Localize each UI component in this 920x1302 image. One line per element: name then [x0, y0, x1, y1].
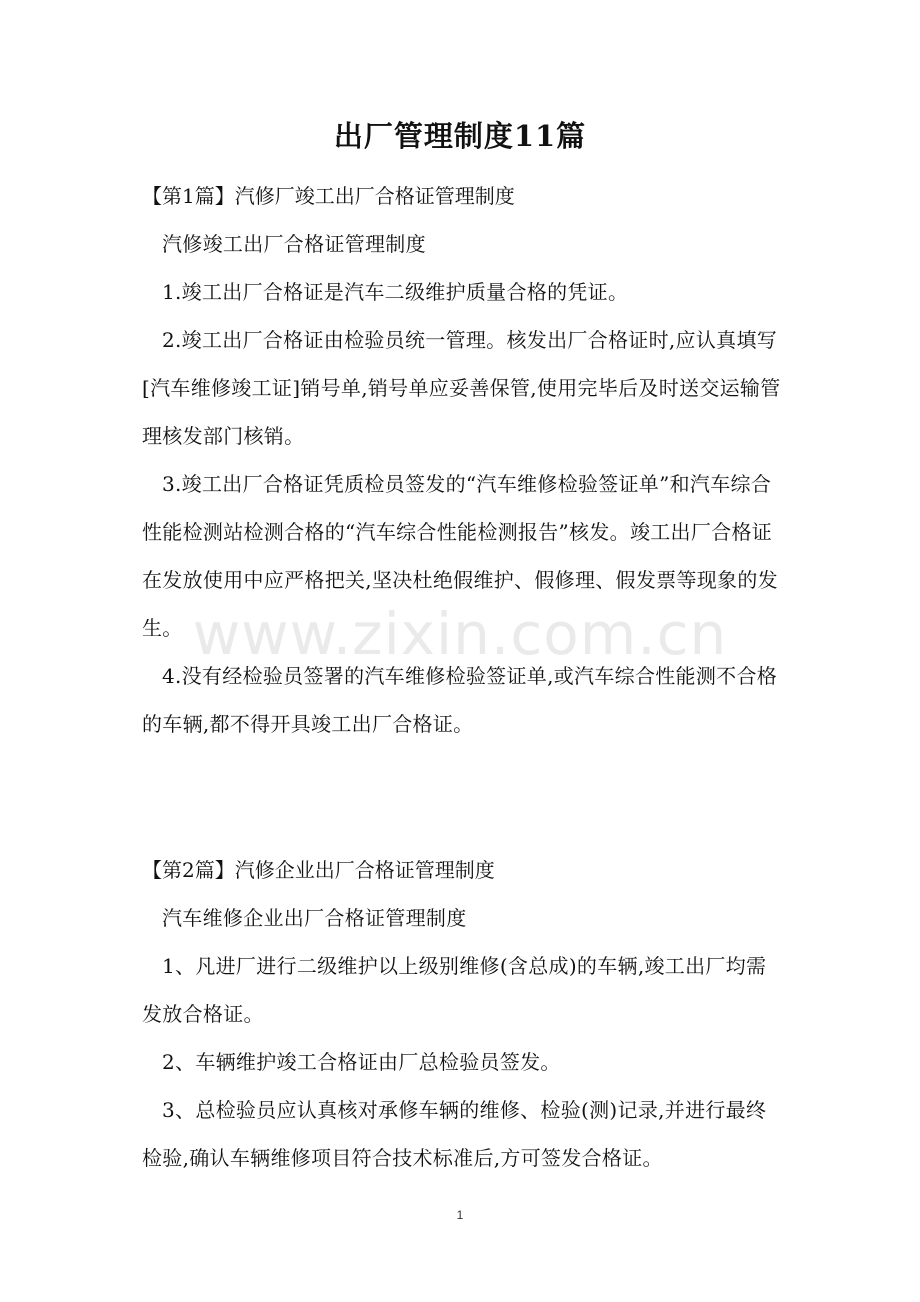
- section-2-body: [142, 894, 782, 1182]
- section-2-item-1: 1、凡进厂进行二级维护以上级别维修(含总成)的车辆,竣工出厂均需发放合格证。: [142, 954, 767, 1026]
- section-1-item-2: 2.竣工出厂合格证由检验员统一管理。核发出厂合格证时,应认真填写[汽车维修竣工证]销号单,销号单应妥善保管,使用完毕后及时送交运输管理核发部门核销。: [142, 328, 781, 448]
- section-1-item-4: 4.没有经检验员签署的汽车维修检验签证单,或汽车综合性能测不合格的车辆,都不得开具竣工出厂合格证。: [142, 664, 778, 736]
- section-1-item-3: 3.竣工出厂合格证凭质检员签发的“汽车维修检验签证单”和汽车综合性能检测站检测合格的“汽车综合性能检测报告”核发。竣工出厂合格证在发放使用中应严格把关,坚决杜绝假维护、假修理、假发票等现象的发生。: [142, 472, 778, 640]
- section-1-heading: 【第1篇】汽修厂竣工出厂合格证管理制度: [142, 184, 515, 208]
- section-2-item-3: 3、总检验员应认真核对承修车辆的维修、检验(测)记录,并进行最终检验,确认车辆维修项目符合技术标准后,方可签发合格证。: [142, 1098, 767, 1170]
- page-number: 1: [456, 1208, 464, 1222]
- section-1-subtitle: 汽修竣工出厂合格证管理制度: [162, 232, 426, 256]
- section-1-body: [142, 220, 782, 748]
- section-1-item-1: 1.竣工出厂合格证是汽车二级维护质量合格的凭证。: [162, 280, 629, 304]
- document-title: 出厂管理制度11篇: [333, 119, 587, 153]
- section-2-item-2: 2、车辆维护竣工合格证由厂总检验员签发。: [162, 1050, 561, 1074]
- watermark-text: www.zixin.com.cn: [192, 600, 728, 668]
- section-2-subtitle: 汽车维修企业出厂合格证管理制度: [162, 906, 467, 930]
- section-2-heading: 【第2篇】汽修企业出厂合格证管理制度: [142, 858, 495, 882]
